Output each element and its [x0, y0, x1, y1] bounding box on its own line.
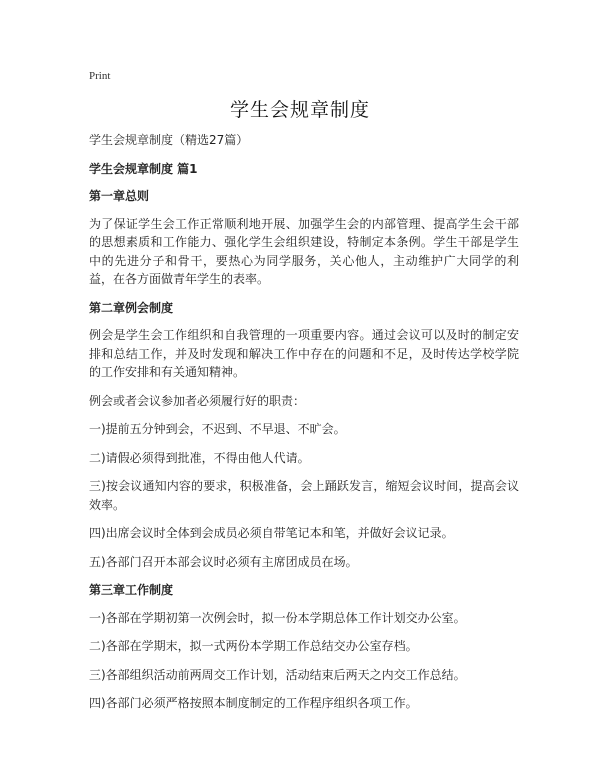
article-heading: 学生会规章制度 篇1: [89, 161, 198, 176]
chapter2-heading: 第二章例会制度: [89, 300, 174, 315]
document-subtitle: 学生会规章制度（精选27篇）: [89, 133, 249, 147]
chapter1-heading: 第一章总则: [89, 189, 150, 203]
chapter3-heading: 第三章工作制度: [89, 583, 174, 597]
chapter2-list-item: 二)请假必须得到批准，不得由他人代请。: [89, 450, 310, 465]
chapter2-paragraph: 例会是学生会工作组织和自我管理的一项重要内容。通过会议可以及时的制定安排和总结工作，并及时发现和解决工作中存在的问题和不足，及时传达学校学院的工作安排和有关通知精神。: [89, 328, 519, 379]
chapter2-paragraph: 例会或者会议参加者必须履行好的职责：: [89, 393, 306, 408]
chapter2-list-item: 三)按会议通知内容的要求，积极准备，会上踊跃发言，缩短会议时间，提高会议效率。: [89, 479, 519, 512]
print-link[interactable]: Print: [89, 70, 111, 82]
chapter2-list-item: 五)各部门召开本部会议时必须有主席团成员在场。: [89, 554, 358, 569]
document-body: [89, 131, 519, 723]
chapter3-list-item: 四)各部门必须严格按照本制度制定的工作程序组织各项工作。: [89, 696, 418, 710]
chapter1-paragraph: 为了保证学生会工作正常顺利地开展、加强学生会的内部管理、提高学生会干部的思想素质和工作能力、强化学生会组织建设，特制定本条例。学生干部是学生中的先进分子和骨干，要热心为同学服务，关心他人，主动维护广大同学的利益，在各方面做青年学生的表率。: [89, 216, 519, 286]
chapter3-list-item: 三)各部组织活动前两周交工作计划，活动结束后两天之内交工作总结。: [89, 667, 466, 682]
chapter3-list-item: 二)各部在学期末，拟一式两份本学期工作总结交办公室存档。: [89, 639, 418, 653]
chapter3-list-item: 一)各部在学期初第一次例会时，拟一份本学期总体工作计划交办公室。: [89, 610, 466, 625]
chapter2-list-item: 四)出席会议时全体到会成员必须自带笔记本和笔，并做好会议记录。: [89, 526, 454, 540]
document-title: 学生会规章制度: [229, 99, 370, 121]
chapter2-list-item: 一)提前五分钟到会，不迟到、不早退、不旷会。: [89, 422, 346, 436]
